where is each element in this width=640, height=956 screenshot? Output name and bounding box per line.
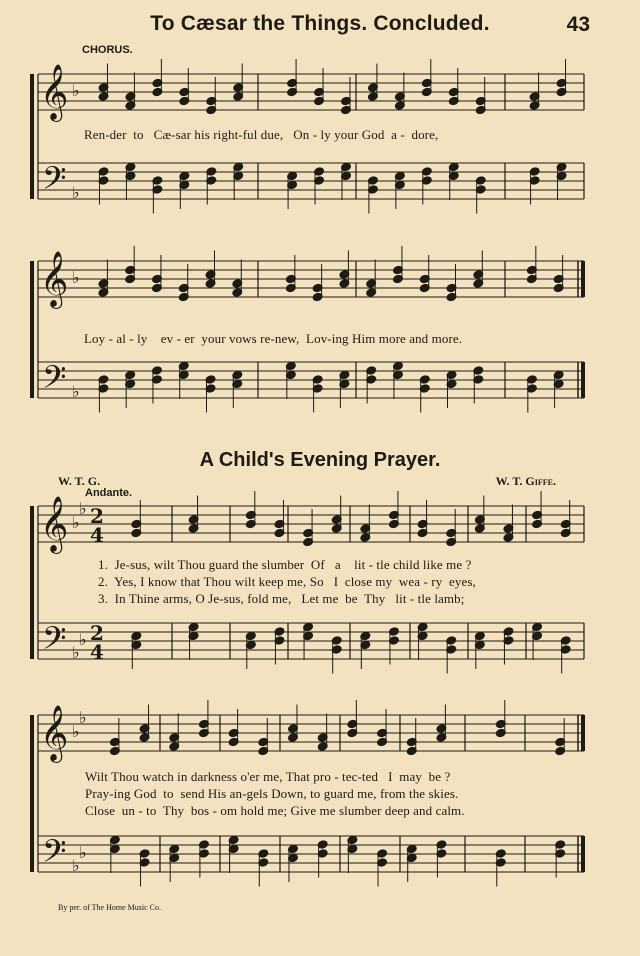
- song2-verse1-line2: Wilt Thou watch in darkness o'er me, That pro - tec-ted I may be ?: [85, 769, 451, 784]
- treble-clef: 𝄞: [40, 496, 69, 552]
- final-barline: [581, 261, 585, 297]
- page-header-title: To Cæsar the Things. Concluded.: [150, 12, 490, 35]
- song1-lyrics-line2: Loy - al - ly ev - er your vows re-new, Lov-ing Him more and more.: [84, 331, 463, 346]
- treble-clef: 𝄞: [40, 251, 69, 307]
- time-signature-top: 2: [90, 621, 104, 645]
- final-barline: [581, 836, 585, 872]
- flat-sign: ♭: [79, 499, 87, 518]
- chorus-label: CHORUS.: [82, 44, 133, 56]
- song2-verse2-line2: Pray-ing God to send His an-gels Down, to guard me, from the skies.: [85, 786, 459, 801]
- song2-verse3-line1: 3. In Thine arms, O Je-sus, fold me, Let me be Thy lit - tle lamb;: [98, 591, 465, 606]
- time-signature-bottom: 4: [90, 523, 104, 547]
- words-credit: W. T. G.: [58, 474, 101, 488]
- flat-sign: ♭: [79, 708, 87, 727]
- flat-sign: ♭: [72, 183, 80, 202]
- song2-verse1-line1: 1. Je-sus, wilt Thou guard the slumber Of a lit - tle child like me ?: [98, 557, 472, 572]
- bass-clef: 𝄢: [42, 620, 67, 664]
- bass-clef: 𝄢: [42, 160, 67, 204]
- flat-sign: ♭: [72, 81, 80, 100]
- song2-title: A Child's Evening Prayer.: [199, 449, 441, 471]
- time-signature-bottom: 4: [90, 640, 104, 664]
- time-signature-top: 2: [90, 504, 104, 528]
- flat-sign: ♭: [72, 513, 80, 532]
- song2-verse3-line2: Close un - to Thy bos - om hold me; Give me slumber deep and calm.: [85, 803, 465, 818]
- music-credit: W. T. Giffe.: [495, 474, 556, 488]
- bass-clef: 𝄢: [42, 833, 67, 877]
- flat-sign: ♭: [72, 643, 80, 662]
- flat-sign: ♭: [72, 268, 80, 287]
- flat-sign: ♭: [72, 382, 80, 401]
- song2-verse2-line1: 2. Yes, I know that Thou wilt keep me, So I close my wea - ry eyes,: [98, 574, 476, 589]
- song1-lyrics-line1: Ren-der to Cæ-sar his right-ful due, On - ly your God a - dore,: [84, 127, 439, 142]
- treble-clef: 𝄞: [40, 64, 69, 120]
- bass-clef: 𝄢: [42, 359, 67, 403]
- treble-clef: 𝄞: [40, 705, 69, 761]
- page-number: 43: [566, 13, 590, 36]
- footer-credit: By per. of The Home Music Co.: [58, 903, 161, 912]
- flat-sign: ♭: [72, 856, 80, 875]
- tempo-marking: Andante.: [85, 487, 133, 499]
- final-barline: [581, 362, 585, 398]
- final-barline: [581, 715, 585, 751]
- flat-sign: ♭: [79, 630, 87, 649]
- flat-sign: ♭: [79, 843, 87, 862]
- flat-sign: ♭: [72, 722, 80, 741]
